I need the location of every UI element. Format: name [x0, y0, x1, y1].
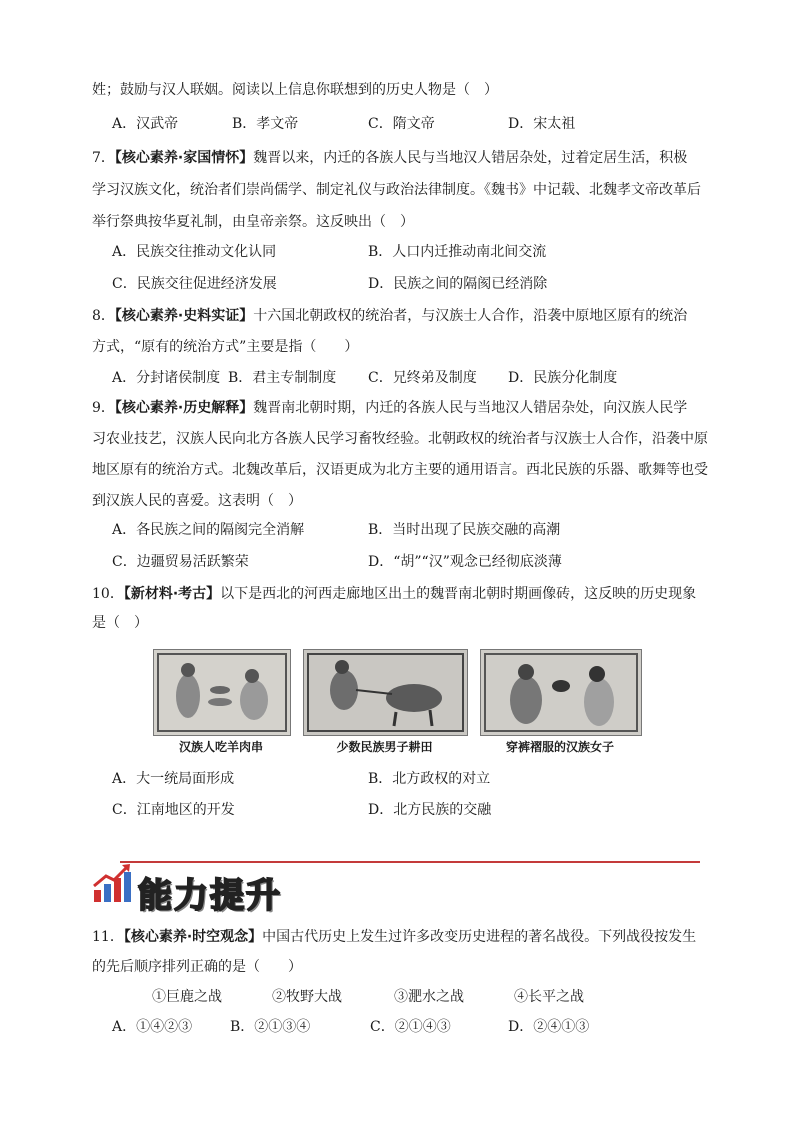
q11-item-2: ②牧野大战	[272, 989, 342, 1005]
q7-option-a: A．民族交往推动文化认同	[112, 244, 277, 260]
q8-number: 8．	[92, 308, 115, 324]
q8-option-a: A．分封诸侯制度	[112, 370, 221, 386]
q7-line-1	[92, 148, 687, 168]
q8-option-d: D．民族分化制度	[508, 370, 618, 386]
q11-item-4: ④长平之战	[514, 989, 584, 1005]
q11-option-d: D．②④①③	[508, 1019, 590, 1035]
q11-option-c: C．②①④③	[370, 1019, 451, 1035]
q10-option-d: D．北方民族的交融	[368, 802, 492, 818]
q8-option-c: C．兄终弟及制度	[368, 370, 477, 386]
q11-line-2: 的先后顺序排列正确的是（ ）	[92, 959, 302, 975]
q11-line-1	[92, 927, 696, 947]
q9-text: 魏晋南北朝时期，内迁的各族人民与当地汉人错居杂处，向汉族人民学	[253, 400, 688, 416]
q11-item-3: ③淝水之战	[394, 989, 464, 1005]
chart-growth-icon	[92, 862, 136, 906]
q8-tag: 【核心素养·史料实证】	[114, 308, 254, 324]
q9-tag: 【核心素养·历史解释】	[114, 400, 254, 416]
q10-option-c: C．江南地区的开发	[112, 802, 235, 818]
q9-line-1	[92, 398, 687, 418]
caption-2: 少数民族男子耕田	[336, 740, 433, 754]
q9-option-c: C．边疆贸易活跃繁荣	[112, 554, 249, 570]
q7-option-b: B．人口内迁推动南北间交流	[368, 244, 547, 260]
q7-tag: 【核心素养·家国情怀】	[114, 150, 254, 166]
q11-text: 中国古代历史上发生过许多改变历史进程的著名战役。下列战役按发生	[262, 929, 697, 945]
q6-option-d: D．宋太祖	[508, 116, 576, 132]
q7-number: 7．	[92, 150, 115, 166]
q8-option-b: B．君主专制制度	[228, 370, 337, 386]
q11-number: 11．	[92, 929, 124, 945]
q9-option-b: B．当时出现了民族交融的高潮	[368, 522, 561, 538]
q6-option-a: A．汉武帝	[112, 116, 179, 132]
q8-line-1	[92, 306, 687, 326]
q9-line-4: 到汉族人民的喜爱。这表明（ ）	[92, 493, 302, 509]
q8-line-2: 方式，“原有的统治方式”主要是指（ ）	[92, 339, 359, 355]
caption-1: 汉族人吃羊肉串	[178, 740, 263, 754]
q6-stem: 姓；鼓励与汉人联姻。阅读以上信息你联想到的历史人物是（ ）	[92, 82, 498, 98]
q10-tag: 【新材料·考古】	[123, 586, 221, 602]
q11-option-a: A．①④②③	[112, 1019, 193, 1035]
q10-line-1	[92, 584, 696, 604]
q6-option-b: B．孝文帝	[232, 116, 299, 132]
q7-text: 魏晋以来，内迁的各族人民与当地汉人错居杂处，过着定居生活，积极	[253, 150, 688, 166]
q7-line-3: 举行祭典按华夏礼制，由皇帝亲祭。这反映出（ ）	[92, 214, 414, 230]
q8-text: 十六国北朝政权的统治者，与汉族士人合作，沿袭中原地区原有的统治	[253, 308, 688, 324]
q10-line-2: 是（ ）	[92, 615, 148, 631]
brick-painting-3	[480, 649, 642, 736]
caption-3: 穿裤褶服的汉族女子	[505, 740, 614, 754]
q7-option-c: C．民族交往促进经济发展	[112, 276, 277, 292]
section-divider	[120, 861, 700, 863]
q11-option-b: B．②①③④	[230, 1019, 311, 1035]
q9-option-a: A．各民族之间的隔阂完全消解	[112, 522, 305, 538]
q11-tag: 【核心素养·时空观念】	[123, 929, 263, 945]
q10-number: 10．	[92, 586, 124, 602]
q6-option-c: C．隋文帝	[368, 116, 435, 132]
q9-line-2: 习农业技艺，汉族人民向北方各族人民学习畜牧经验。北朝政权的统治者与汉族士人合作，沿袭中原	[92, 431, 708, 447]
brick-painting-1	[153, 649, 291, 736]
q7-line-2: 学习汉族文化，统治者们崇尚儒学、制定礼仪与政治法律制度。《魏书》中记载、北魏孝文帝改革后	[92, 182, 701, 198]
q10-option-a: A．大一统局面形成	[112, 771, 235, 787]
q7-option-d: D．民族之间的隔阂已经消除	[368, 276, 548, 292]
section-title: 能力提升	[138, 876, 282, 916]
q9-option-d: D．“胡”“汉”观念已经彻底淡薄	[368, 554, 562, 570]
q9-number: 9．	[92, 400, 115, 416]
q10-text: 以下是西北的河西走廊地区出土的魏晋南北朝时期画像砖，这反映的历史现象	[220, 586, 697, 602]
q9-line-3: 地区原有的统治方式。北魏改革后，汉语更成为北方主要的通用语言。西北民族的乐器、歌舞等也受	[92, 462, 708, 478]
q11-item-1: ①巨鹿之战	[152, 989, 222, 1005]
brick-painting-2	[303, 649, 468, 736]
q10-option-b: B．北方政权的对立	[368, 771, 491, 787]
